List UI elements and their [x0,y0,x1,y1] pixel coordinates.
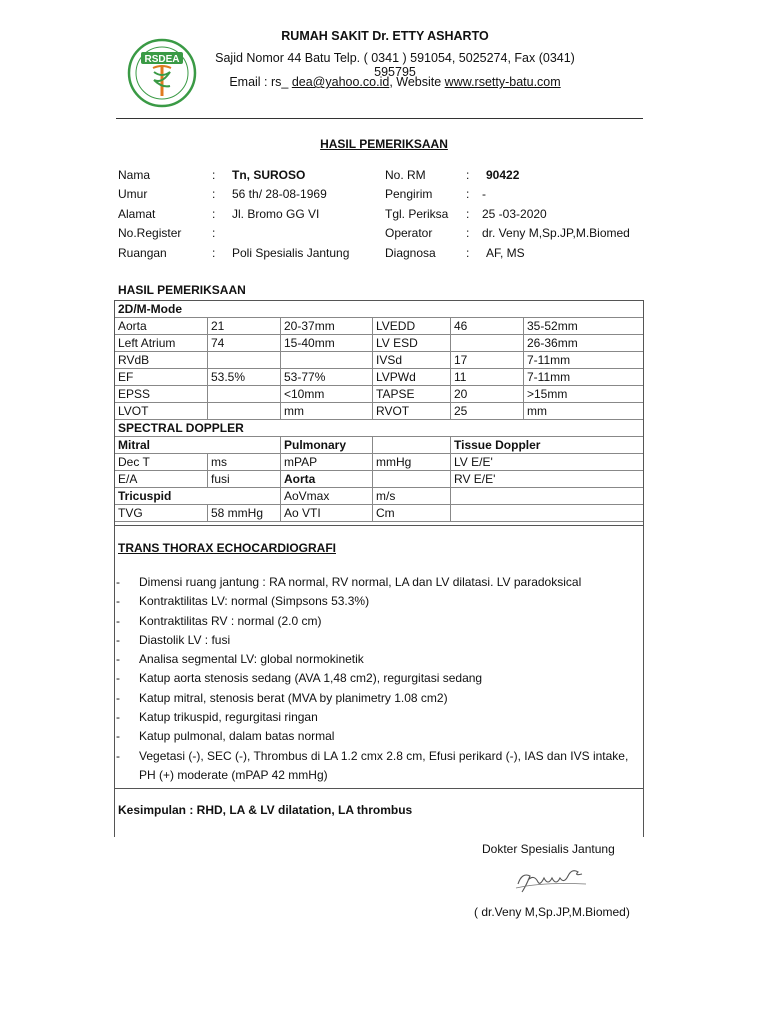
list-item: - Katup mitral, stenosis berat (MVA by planimetry 1.08 cm2) [116,689,636,708]
document-title: HASIL PEMERIKSAAN [320,137,448,151]
table-cell: LV ESD [372,335,450,352]
table-row [115,369,643,386]
table-cell [450,335,523,352]
table-cell [372,437,450,454]
doppler-heading: SPECTRAL DOPPLER [118,421,244,435]
header-divider [116,118,643,119]
table-cell: TVG [118,506,143,520]
tricuspid-label: Tricuspid [118,489,172,503]
table-row [115,386,643,403]
logo-text: RSDEA [144,54,180,65]
label-diagnosa: Diagnosa [385,246,436,260]
conclusion-divider [114,788,644,789]
table-cell: mm [280,403,372,420]
list-item: - Kontraktilitas RV : normal (2.0 cm) [116,612,636,631]
table-cell: 35-52mm [523,318,643,335]
table-cell: mPAP [280,454,372,471]
table-cell: Left Atrium [118,336,176,350]
table-cell [207,386,280,403]
table-cell: E/A [118,472,138,486]
aorta-label: Aorta [280,471,372,488]
hospital-contact [195,75,595,89]
value-no-rm: 90422 [486,168,520,182]
list-item: - Dimensi ruang jantung : RA normal, RV normal, LA dan LV dilatasi. LV paradoksical [116,573,636,592]
table-cell: >15mm [523,386,643,403]
table-cell: EF [118,370,134,384]
table-cell: ms [207,454,280,471]
table-cell: mm [523,403,643,420]
table-cell: 20 [450,386,523,403]
table-cell: AoVmax [280,488,372,505]
table-cell: 46 [450,318,523,335]
table-row [115,454,643,471]
doctor-title: Dokter Spesialis Jantung [482,842,615,856]
list-item: - Vegetasi (-), SEC (-), Thrombus di LA 1.2 cmx 2.8 cm, Efusi perikard (-), IAS dan IVS intake, PH (+) moderate (mPAP 42 mmHg) [116,747,636,786]
table-cell: 11 [450,369,523,386]
value-operator: dr. Veny M,Sp.JP,M.Biomed [482,226,630,240]
table-row [115,403,643,420]
tissue-doppler-label: Tissue Doppler [450,437,643,454]
label-nama: Nama [118,168,151,182]
table-cell: 74 [207,335,280,352]
list-item: - Diastolik LV : fusi [116,631,636,650]
table-cell: LVEDD [372,318,450,335]
label-tgl-periksa: Tgl. Periksa [385,207,449,221]
table-cell [207,352,280,369]
email-prefix: Email : rs_ [229,75,292,89]
signature [512,862,594,898]
table-cell: LVPWd [372,369,450,386]
table-cell: 17 [450,352,523,369]
table-cell [372,471,450,488]
table-cell [450,505,643,522]
doppler-heading-row [115,420,643,437]
label-no-rm: No. RM [385,168,426,182]
value-pengirim: - [482,187,486,201]
table-row [115,318,643,335]
table-cell: fusi [207,471,280,488]
table-cell: Ao VTI [280,505,372,522]
mitral-label: Mitral [118,438,151,452]
hospital-address: Sajid Nomor 44 Batu Telp. ( 0341 ) 591054, 5025274, Fax (0341) 595795 [215,51,575,79]
table-cell: EPSS [118,387,151,401]
table-cell: LV E/E' [450,454,643,471]
table-cell: <10mm [280,386,372,403]
value-tgl-periksa: 25 -03-2020 [482,207,547,221]
table-row [115,352,643,369]
table-row [115,471,643,488]
hospital-logo [127,38,197,108]
value-umur: 56 th/ 28-08-1969 [232,187,327,201]
label-register: No.Register [118,226,182,240]
value-nama: Tn, SUROSO [232,168,306,182]
list-item: - Kontraktilitas LV: normal (Simpsons 53.3%) [116,592,636,611]
measurement-table [114,300,644,536]
hospital-name: RUMAH SAKIT Dr. ETTY ASHARTO [281,29,489,43]
table-cell: RV E/E' [450,471,643,488]
table-cell [450,488,643,505]
table-cell: Cm [372,505,450,522]
table-row [115,437,643,454]
list-item: - Analisa segmental LV: global normokinetik [116,650,636,669]
label-ruangan: Ruangan [118,246,167,260]
label-umur: Umur [118,187,148,201]
website-prefix: , Website [389,75,445,89]
table-cell: 53.5% [207,369,280,386]
label-operator: Operator [385,226,433,240]
label-alamat: Alamat [118,207,156,221]
table-cell: 53-77% [280,369,372,386]
results-heading: HASIL PEMERIKSAAN [118,283,246,297]
email-link[interactable]: dea@yahoo.co.id [291,75,390,89]
table-cell: 25 [450,403,523,420]
table-row [115,335,643,352]
mmode-heading-row [115,301,643,318]
table-cell: RVOT [372,403,450,420]
table-cell: 26-36mm [523,335,643,352]
tte-title: TRANS THORAX ECHOCARDIOGRAFI [118,541,336,555]
table-row [115,505,643,522]
table-cell: Dec T [118,455,150,469]
table-cell: 20-37mm [280,318,372,335]
table-cell: 15-40mm [280,335,372,352]
conclusion: Kesimpulan : RHD, LA & LV dilatation, LA thrombus [118,803,413,817]
table-cell: m/s [372,488,450,505]
tte-findings-list [116,573,636,785]
mmode-heading: 2D/M-Mode [118,302,182,316]
table-cell: 58 mmHg [207,505,280,522]
table-cell: RVdB [118,353,150,367]
table-cell: mmHg [372,454,450,471]
table-cell: IVSd [372,352,450,369]
table-cell: Aorta [118,319,147,333]
value-ruangan: Poli Spesialis Jantung [232,246,350,260]
list-item: - Katup pulmonal, dalam batas normal [116,727,636,746]
list-item: - Katup aorta stenosis sedang (AVA 1,48 cm2), regurgitasi sedang [116,669,636,688]
value-alamat: Jl. Bromo GG VI [232,207,320,221]
list-item: - Katup trikuspid, regurgitasi ringan [116,708,636,727]
table-cell [207,403,280,420]
pulmonary-label: Pulmonary [280,437,372,454]
label-pengirim: Pengirim [385,187,433,201]
website-link[interactable]: www.rsetty-batu.com [444,75,561,89]
table-cell [280,352,372,369]
table-cell: 7-11mm [523,352,643,369]
table-cell: 7-11mm [523,369,643,386]
doctor-name: ( dr.Veny M,Sp.JP,M.Biomed) [474,905,630,919]
table-cell: 21 [207,318,280,335]
table-cell: LVOT [118,404,149,418]
value-diagnosa: AF, MS [486,246,525,260]
table-cell: TAPSE [372,386,450,403]
table-row [115,488,643,505]
